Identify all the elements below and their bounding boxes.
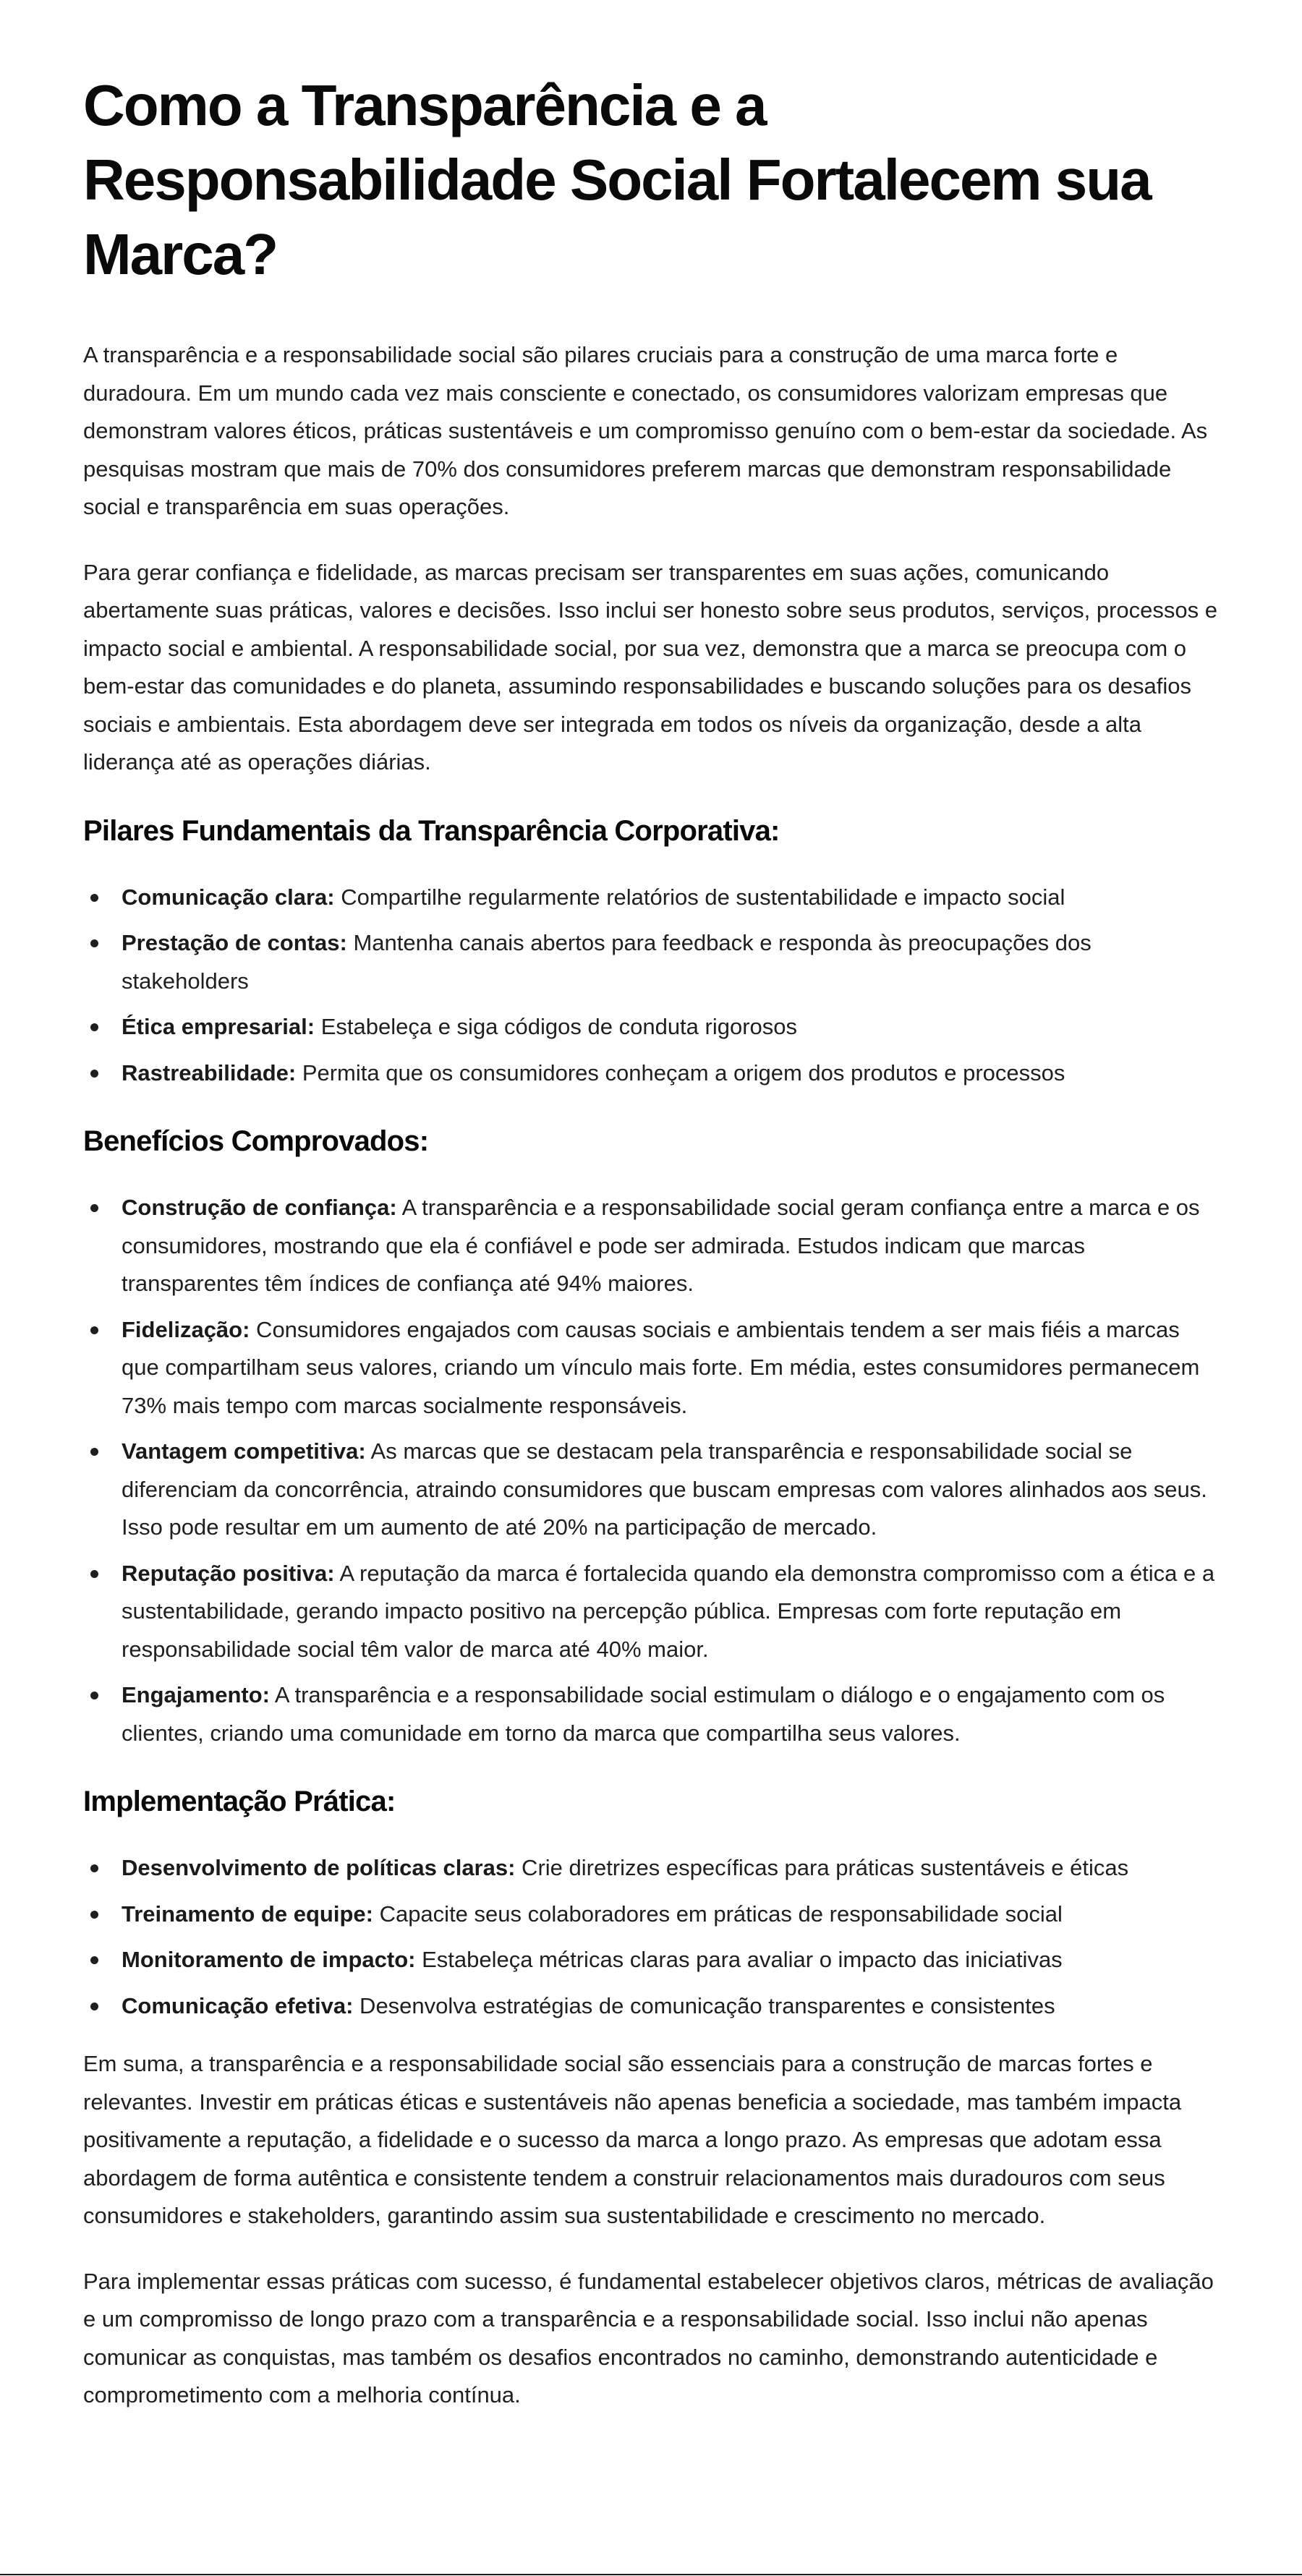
list-item bbox=[83, 1008, 1222, 1046]
item-label: Comunicação clara: bbox=[122, 884, 335, 910]
section-heading-benefits: Benefícios Comprovados: bbox=[83, 1125, 429, 1157]
item-label: Treinamento de equipe: bbox=[122, 1901, 373, 1927]
item-text: Permita que os consumidores conheçam a origem dos produtos e processos bbox=[296, 1059, 1065, 1086]
list-item bbox=[83, 1054, 1222, 1093]
item-text: Consumidores engajados com causas sociais e ambientais tendem a ser mais fiéis a marcas que compartilham seus valores, criando um vínculo mais forte. Em média, estes consumidores permanecem 73% mais tempo com marcas socialmente responsáveis. bbox=[122, 1316, 1200, 1418]
list-item bbox=[83, 879, 1222, 917]
item-text: Estabeleça e siga códigos de conduta rigorosos bbox=[315, 1014, 798, 1039]
item-text: As marcas que se destacam pela transparência e responsabilidade social se diferenciam da concorrência, atraindo consumidores que buscam empresas com valores alinhados aos seus. Isso pode resultar em um aumento de até 20% na participação de mercado. bbox=[122, 1438, 1207, 1540]
list-item bbox=[83, 1941, 1222, 1979]
intro-paragraph-1: A transparência e a responsabilidade social são pilares cruciais para a construção de uma marca forte e duradoura. Em um mundo cada vez mais consciente e conectado, os consumidores valorizam empresas que demonstram valores éticos, práticas sustentáveis e um compromisso genuíno com o bem-estar da sociedade. As pesquisas mostram que mais de 70% dos consumidores preferem marcas que demonstram responsabilidade social e transparência em suas operações. bbox=[83, 342, 1208, 519]
section-heading-pillars: Pilares Fundamentais da Transparência Corporativa: bbox=[83, 814, 780, 847]
item-text: Crie diretrizes específicas para práticas sustentáveis e éticas bbox=[515, 1855, 1129, 1880]
list-item bbox=[83, 1987, 1222, 2026]
bullet-icon bbox=[90, 1911, 98, 1919]
item-text: A transparência e a responsabilidade social estimulam o diálogo e o engajamento com os clientes, criando uma comunidade em torno da marca que compartilha seus valores. bbox=[122, 1682, 1165, 1746]
closing-paragraph-1: Em suma, a transparência e a responsabilidade social são essenciais para a construção de marcas fortes e relevantes. Investir em práticas éticas e sustentáveis não apenas beneficia a sociedade, mas também impacta positivamente a reputação, a fidelidade e o sucesso da marca a longo prazo. As empresas que adotam essa abordagem de forma autêntica e consistente tendem a construir relacionamentos mais duradouros com seus consumidores e stakeholders, garantindo assim sua sustentabilidade e crescimento no mercado. bbox=[83, 2051, 1182, 2228]
list-item bbox=[83, 924, 1222, 1000]
bullet-icon bbox=[90, 1070, 98, 1078]
item-text: Compartilhe regularmente relatórios de sustentabilidade e impacto social bbox=[334, 884, 1065, 910]
item-label: Reputação positiva: bbox=[122, 1560, 335, 1586]
item-label: Desenvolvimento de políticas claras: bbox=[122, 1855, 516, 1880]
item-text: A reputação da marca é fortalecida quando ela demonstra compromisso com a ética e a sustentabilidade, gerando impacto positivo na percepção pública. Empresas com forte reputação em responsabilidade social têm valor de marca até 40% maior. bbox=[122, 1560, 1215, 1662]
item-text: A transparência e a responsabilidade social geram confiança entre a marca e os consumidores, mostrando que ela é confiável e pode ser admirada. Estudos indicam que marcas transparentes têm índices de confiança até 94% maiores. bbox=[122, 1195, 1200, 1296]
article bbox=[83, 0, 1222, 2415]
item-label: Rastreabilidade: bbox=[122, 1059, 297, 1086]
list-item bbox=[83, 1311, 1222, 1425]
bullet-icon bbox=[90, 1204, 98, 1212]
bullet-icon bbox=[90, 1023, 98, 1031]
closing-paragraph-2: Para implementar essas práticas com sucesso, é fundamental estabelecer objetivos claros, métricas de avaliação e um compromisso de longo prazo com a transparência e a responsabilidade social. Isso inclui não apenas comunicar as conquistas, mas também os desafios encontrados no caminho, demonstrando autenticidade e comprometimento com a melhoria contínua. bbox=[83, 2268, 1214, 2407]
list-item bbox=[83, 1555, 1222, 1669]
section-heading-implementation: Implementação Prática: bbox=[83, 1786, 396, 1817]
item-label: Monitoramento de impacto: bbox=[122, 1947, 416, 1972]
item-text: Mantenha canais abertos para feedback e responda às preocupações dos stakeholders bbox=[122, 930, 1092, 994]
bullet-icon bbox=[90, 2003, 98, 2010]
bullet-icon bbox=[90, 1864, 98, 1872]
bottom-divider bbox=[0, 2574, 1302, 2575]
list-item bbox=[83, 1189, 1222, 1303]
benefits-list bbox=[83, 1189, 1222, 1752]
bullet-icon bbox=[90, 1448, 98, 1456]
intro-paragraph-2: Para gerar confiança e fidelidade, as marcas precisam ser transparentes em suas ações, comunicando abertamente suas práticas, valores e decisões. Isso inclui ser honesto sobre seus produtos, serviços, processos e impacto social e ambiental. A responsabilidade social, por sua vez, demonstra que a marca se preocupa com o bem-estar das comunidades e do planeta, assumindo responsabilidades e buscando soluções para os desafios sociais e ambientais. Esta abordagem deve ser integrada em todos os níveis da organização, desde a alta liderança até as operações diárias. bbox=[83, 559, 1218, 775]
bullet-icon bbox=[90, 1570, 98, 1578]
item-label: Ética empresarial: bbox=[122, 1014, 315, 1039]
implementation-list bbox=[83, 1849, 1222, 2025]
item-label: Construção de confiança: bbox=[122, 1195, 397, 1220]
pillars-list bbox=[83, 879, 1222, 1093]
list-item bbox=[83, 1849, 1222, 1888]
bullet-icon bbox=[90, 939, 98, 947]
item-label: Vantagem competitiva: bbox=[122, 1438, 366, 1464]
bullet-icon bbox=[90, 1956, 98, 1964]
bullet-icon bbox=[90, 894, 98, 902]
item-label: Engajamento: bbox=[122, 1682, 270, 1707]
item-label: Fidelização: bbox=[122, 1316, 250, 1342]
item-label: Comunicação efetiva: bbox=[122, 1992, 354, 2018]
list-item bbox=[83, 1895, 1222, 1934]
item-text: Estabeleça métricas claras para avaliar o impacto das iniciativas bbox=[415, 1947, 1063, 1972]
list-item bbox=[83, 1676, 1222, 1752]
item-label: Prestação de contas: bbox=[122, 930, 347, 955]
page-title: Como a Transparência e a Responsabilidade Social Fortalecem sua Marca? bbox=[83, 73, 1151, 286]
bullet-icon bbox=[90, 1692, 98, 1699]
bullet-icon bbox=[90, 1326, 98, 1334]
item-text: Desenvolva estratégias de comunicação transparentes e consistentes bbox=[353, 1992, 1055, 2018]
item-text: Capacite seus colaboradores em práticas de responsabilidade social bbox=[373, 1901, 1063, 1927]
list-item bbox=[83, 1433, 1222, 1547]
